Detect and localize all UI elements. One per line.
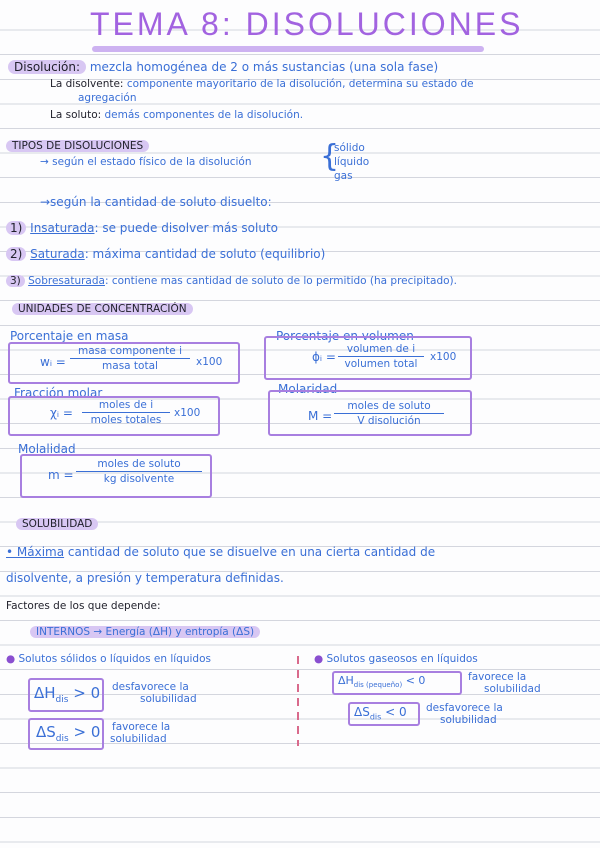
molar-frac-fraction: moles de i moles totales (82, 399, 170, 426)
solubility-def-1b: cantidad de soluto que se disuelve en una cierta cantidad de (64, 545, 436, 559)
right-s-text-1: desfavorece la (426, 702, 503, 714)
type-text-3: : contiene mas cantidad de soluto de lo permitido (ha precipitado). (104, 275, 457, 287)
vol-pct-mult: x100 (430, 351, 457, 363)
right-h-expr: $\Delta H_{dis (pequeño)} < 0$ (338, 674, 426, 690)
solvent-text-1: componente mayoritario de la disolución, determina su estado de (126, 78, 474, 90)
left-h-text-2: solubilidad (140, 693, 197, 705)
definition-text: mezcla homogénea de 2 o más sustancias (una sola fase) (89, 60, 439, 74)
type-name-2: Saturada (30, 247, 85, 261)
type-name-1: Insaturada (30, 221, 95, 235)
molality-label: Molalidad (18, 442, 76, 456)
molar-frac-lhs: χᵢ = (50, 406, 73, 420)
type-item-1: 1) Insaturada: se puede disolver más soluto (6, 221, 278, 235)
left-title-line: ● Solutos sólidos o líquidos en líquidos (6, 653, 211, 665)
state-liquid: líquido (334, 156, 370, 168)
definition-term: Disolución: (8, 60, 86, 74)
molar-frac-mult: x100 (174, 407, 201, 419)
factors-label: Factores de los que depende: (6, 600, 161, 612)
type-name-3: Sobresaturada (28, 275, 105, 287)
type-text-1: : se puede disolver más soluto (94, 221, 279, 235)
molality-fraction: moles de soluto kg disolvente (76, 458, 202, 485)
solvent-line (50, 78, 474, 90)
mass-pct-fraction: masa componente i masa total (70, 345, 190, 372)
title-underline (92, 46, 484, 52)
solubility-heading: SOLUBILIDAD (16, 518, 98, 530)
type-item-3: 3) Sobresaturada: contiene mas cantidad de soluto de lo permitido (ha precipitado). (6, 275, 457, 287)
mass-pct-mult: x100 (196, 356, 223, 368)
molarity-label: Molaridad (278, 382, 338, 396)
molarity-fraction: moles de soluto V disolución (334, 400, 444, 427)
types-by-state: → según el estado físico de la disolución (40, 156, 252, 168)
right-h-text-2: solubilidad (484, 683, 541, 695)
solvent-term: La disolvente: (50, 78, 124, 90)
units-heading: UNIDADES DE CONCENTRACIÓN (12, 303, 193, 315)
vol-pct-label: Porcentaje en volumen (276, 329, 414, 343)
right-title: Solutos gaseosos en líquidos (326, 653, 478, 665)
left-title: Solutos sólidos o líquidos en líquidos (18, 653, 211, 665)
mass-pct-lhs: wᵢ = (40, 355, 66, 369)
vol-pct-fraction: volumen de i volumen total (338, 343, 424, 370)
types-by-amount: →según la cantidad de soluto disuelto: (40, 195, 272, 209)
state-solid: sólido (334, 142, 365, 154)
types-heading: TIPOS DE DISOLUCIONES (6, 140, 149, 152)
left-s-text-2: solubilidad (110, 733, 167, 745)
solute-text: demás componentes de la disolución. (104, 109, 304, 121)
definition-line (8, 60, 438, 74)
internal-factors: INTERNOS → Energía (ΔH) y entropía (ΔS) (30, 626, 260, 638)
mass-pct-label: Porcentaje en masa (10, 329, 129, 343)
state-brace: { (320, 139, 340, 174)
left-s-expr: $\Delta S_{dis} > 0$ (36, 723, 101, 744)
right-s-text-2: solubilidad (440, 714, 497, 726)
solubility-max: • Máxima (6, 545, 65, 559)
left-s-text-1: favorece la (112, 721, 171, 733)
molality-lhs: m = (48, 468, 74, 482)
molar-frac-label: Fracción molar (14, 386, 103, 400)
right-h-text-1: favorece la (468, 671, 527, 683)
page-title: TEMA 8: DISOLUCIONES (90, 6, 524, 42)
column-divider (297, 656, 299, 746)
right-title-line: ● Solutos gaseosos en líquidos (314, 653, 478, 665)
solute-line (50, 109, 303, 121)
solubility-def-line-2: disolvente, a presión y temperatura definidas. (6, 571, 284, 585)
left-h-text-1: desfavorece la (112, 681, 189, 693)
left-h-expr: $\Delta H_{dis} > 0$ (34, 684, 101, 705)
solubility-def-line-1 (6, 545, 435, 559)
solvent-text-2: agregación (78, 92, 137, 104)
molarity-lhs: M = (308, 409, 333, 423)
type-item-2: 2) Saturada: máxima cantidad de soluto (equilibrio) (6, 247, 325, 261)
type-text-2: : máxima cantidad de soluto (equilibrio) (84, 247, 326, 261)
vol-pct-lhs: ϕᵢ = (312, 350, 336, 364)
state-gas: gas (334, 170, 353, 182)
right-s-expr: $\Delta S_{dis} < 0$ (354, 705, 407, 722)
solute-term: La soluto: (50, 109, 102, 121)
